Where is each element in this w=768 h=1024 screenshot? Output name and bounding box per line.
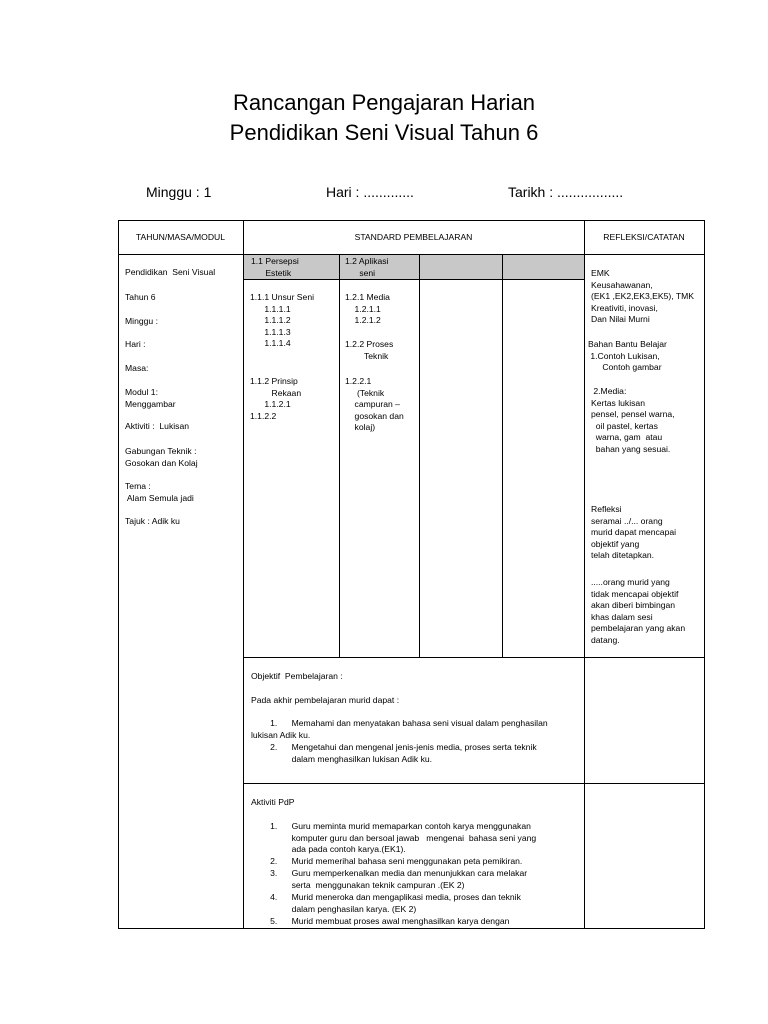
left-gabungan-teknik: Gabungan Teknik : Gosokan dan Kolaj <box>125 446 198 468</box>
header-tahun-masa-modul: TAHUN/MASA/MODUL <box>135 232 226 242</box>
objektif-item-2: 2. Mengetahui dan mengenal jenis-jenis media, proses serta teknik dalam menghasilkan lukisan Adik ku. <box>270 742 537 764</box>
subheader-divider <box>243 279 585 280</box>
right-refleksi-belum: .....orang murid yang tidak mencapai objektif akan diberi bimbingan khas dalam sesi pembelajaran yang akan datang. <box>591 577 686 645</box>
right-bahan-bantu: Bahan Bantu Belajar 1.Contoh Lukisan, Contoh gambar <box>588 339 667 372</box>
sp-proses-teknik: 1.2.2 Proses Teknik <box>345 339 394 361</box>
table-border-left <box>118 220 119 928</box>
sp-unsur-seni: 1.1.1 Unsur Seni 1.1.1.1 1.1.1.2 1.1.1.3 1.1.1.4 <box>250 292 315 348</box>
left-minggu: Minggu : <box>125 316 158 326</box>
minggu-label: Minggu : 1 <box>146 184 212 200</box>
right-media: 2.Media: Kertas lukisan pensel, pensel warna, oil pastel, kertas warna, gam atau bahan yang sesuai. <box>591 386 675 454</box>
sp-col-divider-1 <box>339 255 340 657</box>
hari-label: Hari : ............. <box>326 184 414 200</box>
objektif-item-1: 1. Memahami dan menyatakan bahasa seni visual dalam penghasilan lukisan Adik ku. <box>251 718 548 740</box>
col-divider-1 <box>243 220 244 928</box>
table-border-top <box>118 220 705 221</box>
right-emk: EMK Keusahawanan, (EK1 ,EK2,EK3,EK5), TMK Kreativiti, inovasi, Dan Nilai Murni <box>591 268 695 324</box>
page-title-line2: Pendidikan Seni Visual Tahun 6 <box>229 120 539 145</box>
aktiviti-section-top <box>243 783 705 784</box>
left-hari: Hari : <box>125 339 146 349</box>
tarikh-label: Tarikh : ................. <box>508 184 624 200</box>
subheader-persepsi-estetik: 1.1 Persepsi Estetik <box>251 256 299 278</box>
left-subject: Pendidikan Seni Visual <box>125 267 216 277</box>
header-refleksi-catatan: REFLEKSI/CATATAN <box>603 232 685 242</box>
sp-col-divider-2 <box>419 255 420 657</box>
header-standard-pembelajaran: STANDARD PEMBELAJARAN <box>354 232 473 242</box>
aktiviti-item-4: 4. Murid meneroka dan mengaplikasi media, proses dan teknik dalam penghasilan karya. (EK 2) <box>270 892 521 914</box>
col-divider-2 <box>584 220 585 928</box>
aktiviti-item-5: 5. Murid membuat proses awal menghasilkan karya dengan <box>251 916 510 926</box>
sp-teknik-campuran: 1.2.2.1 (Teknik campuran – gosokan dan kolaj) <box>345 376 404 432</box>
table-border-right <box>704 220 705 928</box>
left-aktiviti: Aktiviti : Lukisan <box>125 421 189 431</box>
objektif-section-top <box>243 657 705 658</box>
table-border-bottom <box>118 928 705 929</box>
sp-col-divider-3 <box>502 255 503 657</box>
left-tajuk: Tajuk : Adik ku <box>125 516 180 526</box>
objektif-intro: Pada akhir pembelajaran murid dapat : <box>251 695 400 705</box>
left-tema: Tema : Alam Semula jadi <box>125 481 194 503</box>
aktiviti-heading: Aktiviti PdP <box>251 797 295 807</box>
left-tahun: Tahun 6 <box>125 292 156 302</box>
subheader-aplikasi-seni: 1.2 Aplikasi seni <box>345 256 389 278</box>
aktiviti-item-2: 2. Murid memerihal bahasa seni menggunakan peta pemikiran. <box>251 856 523 866</box>
page-title-line1: Rancangan Pengajaran Harian <box>232 90 536 115</box>
objektif-heading: Objektif Pembelajaran : <box>251 671 343 681</box>
aktiviti-item-3: 3. Guru memperkenalkan media dan menunjukkan cara melakar serta menggunakan teknik campuran .(EK 2) <box>270 868 528 890</box>
right-refleksi: Refleksi seramai ../... orang murid dapat mencapai objektif yang telah ditetapkan. <box>591 504 677 560</box>
sp-prinsip-rekaan: 1.1.2 Prinsip Rekaan 1.1.2.1 1.1.2.2 <box>250 376 302 421</box>
sp-media: 1.2.1 Media 1.2.1.1 1.2.1.2 <box>345 292 390 325</box>
left-masa: Masa: <box>125 363 149 373</box>
left-modul: Modul 1: Menggambar <box>125 387 176 409</box>
aktiviti-item-1: 1. Guru meminta murid memaparkan contoh karya menggunakan komputer guru dan bersoal jawab mengenai bahasa seni yang ada pada contoh karya.(EK1). <box>270 821 537 854</box>
